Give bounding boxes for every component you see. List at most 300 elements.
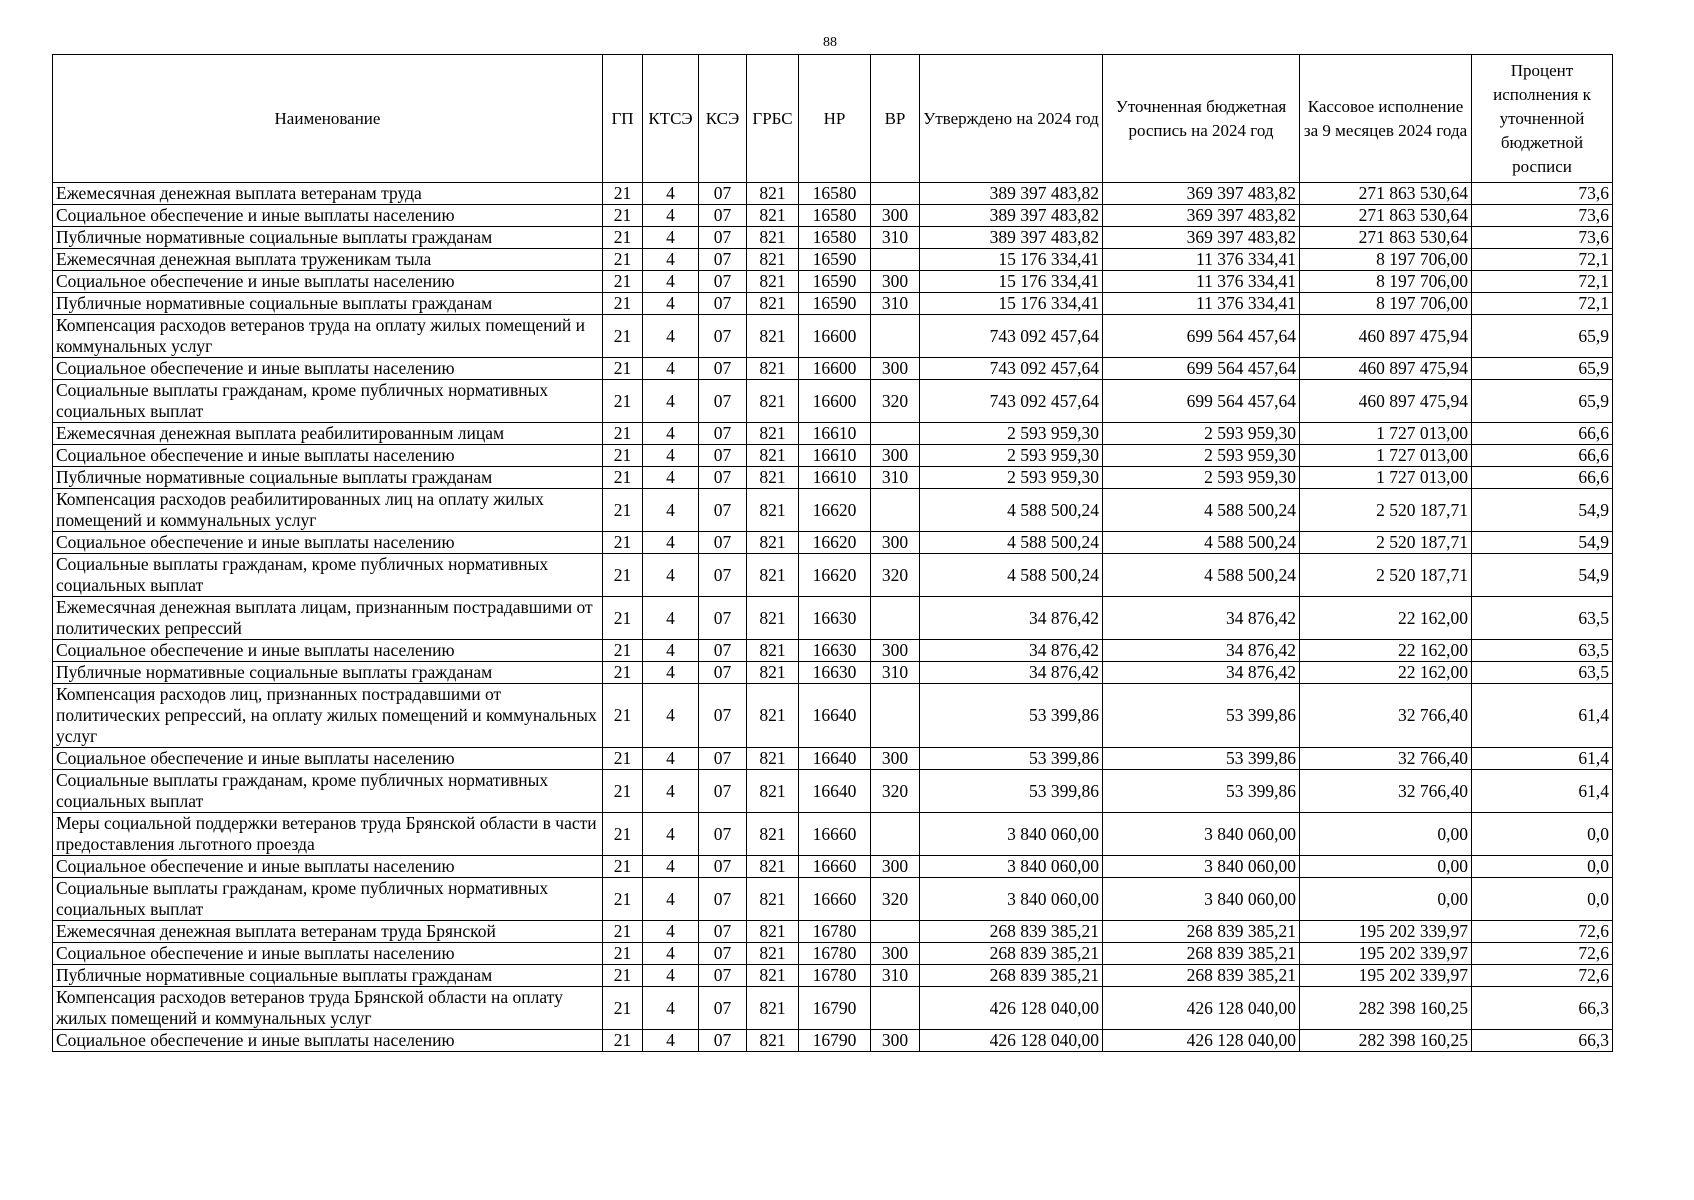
cell-gp: 21 (603, 249, 643, 271)
table-row (53, 1030, 1613, 1052)
table-row (53, 271, 1613, 293)
table-row (53, 770, 1613, 813)
cell-grbs: 821 (747, 748, 799, 770)
cell-cash: 460 897 475,94 (1300, 380, 1472, 423)
cell-vr: 300 (871, 1030, 920, 1052)
table-row (53, 293, 1613, 315)
table-header-row (53, 55, 1613, 183)
cell-ktse: 4 (643, 1030, 699, 1052)
cell-approved: 3 840 060,00 (920, 856, 1103, 878)
cell-percent: 66,3 (1472, 1030, 1613, 1052)
cell-gp: 21 (603, 423, 643, 445)
cell-nr: 16630 (799, 597, 871, 640)
cell-percent: 65,9 (1472, 315, 1613, 358)
cell-cash: 195 202 339,97 (1300, 921, 1472, 943)
cell-cash: 32 766,40 (1300, 748, 1472, 770)
cell-cash: 195 202 339,97 (1300, 943, 1472, 965)
cell-kse: 07 (699, 770, 747, 813)
cell-cash: 8 197 706,00 (1300, 249, 1472, 271)
cell-gp: 21 (603, 921, 643, 943)
table-row (53, 554, 1613, 597)
cell-kse: 07 (699, 1030, 747, 1052)
cell-cash: 32 766,40 (1300, 770, 1472, 813)
cell-nr: 16610 (799, 445, 871, 467)
cell-ktse: 4 (643, 489, 699, 532)
cell-cash: 2 520 187,71 (1300, 489, 1472, 532)
cell-refined: 2 593 959,30 (1103, 467, 1300, 489)
cell-gp: 21 (603, 380, 643, 423)
cell-gp: 21 (603, 987, 643, 1030)
cell-ktse: 4 (643, 554, 699, 597)
cell-ktse: 4 (643, 597, 699, 640)
cell-kse: 07 (699, 315, 747, 358)
cell-cash: 8 197 706,00 (1300, 293, 1472, 315)
cell-grbs: 821 (747, 662, 799, 684)
cell-kse: 07 (699, 249, 747, 271)
cell-percent: 66,6 (1472, 423, 1613, 445)
cell-refined: 4 588 500,24 (1103, 489, 1300, 532)
cell-nr: 16780 (799, 943, 871, 965)
cell-grbs: 821 (747, 987, 799, 1030)
cell-kse: 07 (699, 227, 747, 249)
cell-percent: 72,1 (1472, 249, 1613, 271)
cell-gp: 21 (603, 489, 643, 532)
cell-percent: 72,6 (1472, 965, 1613, 987)
cell-kse: 07 (699, 467, 747, 489)
cell-name: Ежемесячная денежная выплата ветеранам труда Брянской (53, 921, 603, 943)
cell-grbs: 821 (747, 856, 799, 878)
cell-approved: 743 092 457,64 (920, 380, 1103, 423)
cell-vr (871, 684, 920, 748)
cell-grbs: 821 (747, 1030, 799, 1052)
table-row (53, 662, 1613, 684)
cell-kse: 07 (699, 293, 747, 315)
cell-percent: 66,3 (1472, 987, 1613, 1030)
cell-vr: 300 (871, 532, 920, 554)
cell-vr (871, 813, 920, 856)
cell-name: Компенсация расходов реабилитированных лиц на оплату жилых помещений и коммунальных услуг (53, 489, 603, 532)
cell-gp: 21 (603, 554, 643, 597)
cell-approved: 53 399,86 (920, 748, 1103, 770)
cell-refined: 268 839 385,21 (1103, 943, 1300, 965)
cell-refined: 34 876,42 (1103, 662, 1300, 684)
cell-vr (871, 249, 920, 271)
cell-refined: 11 376 334,41 (1103, 293, 1300, 315)
cell-approved: 389 397 483,82 (920, 183, 1103, 205)
cell-name: Публичные нормативные социальные выплаты гражданам (53, 227, 603, 249)
cell-refined: 11 376 334,41 (1103, 271, 1300, 293)
cell-refined: 3 840 060,00 (1103, 813, 1300, 856)
cell-percent: 65,9 (1472, 380, 1613, 423)
cell-grbs: 821 (747, 423, 799, 445)
table-row (53, 445, 1613, 467)
cell-approved: 53 399,86 (920, 684, 1103, 748)
cell-gp: 21 (603, 358, 643, 380)
cell-grbs: 821 (747, 358, 799, 380)
cell-ktse: 4 (643, 249, 699, 271)
cell-kse: 07 (699, 205, 747, 227)
cell-name: Ежемесячная денежная выплата лицам, признанным пострадавшими от политических репрессий (53, 597, 603, 640)
cell-vr (871, 489, 920, 532)
cell-approved: 34 876,42 (920, 640, 1103, 662)
cell-cash: 22 162,00 (1300, 662, 1472, 684)
cell-vr (871, 597, 920, 640)
cell-kse: 07 (699, 987, 747, 1030)
cell-grbs: 821 (747, 445, 799, 467)
cell-approved: 2 593 959,30 (920, 445, 1103, 467)
cell-refined: 369 397 483,82 (1103, 227, 1300, 249)
cell-cash: 460 897 475,94 (1300, 358, 1472, 380)
cell-ktse: 4 (643, 358, 699, 380)
cell-cash: 1 727 013,00 (1300, 467, 1472, 489)
cell-vr (871, 987, 920, 1030)
cell-ktse: 4 (643, 423, 699, 445)
cell-grbs: 821 (747, 227, 799, 249)
cell-ktse: 4 (643, 532, 699, 554)
cell-gp: 21 (603, 878, 643, 921)
cell-cash: 1 727 013,00 (1300, 445, 1472, 467)
cell-nr: 16660 (799, 856, 871, 878)
cell-refined: 34 876,42 (1103, 640, 1300, 662)
cell-vr: 320 (871, 770, 920, 813)
cell-ktse: 4 (643, 640, 699, 662)
cell-cash: 0,00 (1300, 878, 1472, 921)
cell-vr: 310 (871, 965, 920, 987)
cell-percent: 61,4 (1472, 770, 1613, 813)
cell-ktse: 4 (643, 271, 699, 293)
cell-vr: 300 (871, 748, 920, 770)
cell-nr: 16660 (799, 878, 871, 921)
cell-refined: 699 564 457,64 (1103, 315, 1300, 358)
cell-gp: 21 (603, 597, 643, 640)
cell-name: Ежемесячная денежная выплата ветеранам труда (53, 183, 603, 205)
cell-cash: 282 398 160,25 (1300, 1030, 1472, 1052)
cell-gp: 21 (603, 271, 643, 293)
cell-percent: 72,6 (1472, 943, 1613, 965)
cell-name: Публичные нормативные социальные выплаты гражданам (53, 662, 603, 684)
cell-ktse: 4 (643, 293, 699, 315)
cell-name: Социальное обеспечение и иные выплаты населению (53, 640, 603, 662)
table-row (53, 640, 1613, 662)
cell-name: Компенсация расходов лиц, признанных пострадавшими от политических репрессий, на оплату жилых помещений и коммунальных услуг (53, 684, 603, 748)
cell-grbs: 821 (747, 380, 799, 423)
header-kse: КСЭ (699, 55, 747, 183)
cell-vr: 310 (871, 662, 920, 684)
cell-cash: 0,00 (1300, 813, 1472, 856)
cell-nr: 16600 (799, 358, 871, 380)
cell-gp: 21 (603, 662, 643, 684)
cell-gp: 21 (603, 532, 643, 554)
cell-gp: 21 (603, 748, 643, 770)
cell-refined: 53 399,86 (1103, 684, 1300, 748)
cell-vr (871, 423, 920, 445)
cell-vr: 320 (871, 878, 920, 921)
cell-percent: 63,5 (1472, 640, 1613, 662)
table-row (53, 987, 1613, 1030)
cell-cash: 22 162,00 (1300, 597, 1472, 640)
table-row (53, 684, 1613, 748)
cell-refined: 53 399,86 (1103, 770, 1300, 813)
cell-nr: 16610 (799, 423, 871, 445)
cell-name: Социальные выплаты гражданам, кроме публичных нормативных социальных выплат (53, 380, 603, 423)
cell-gp: 21 (603, 205, 643, 227)
cell-approved: 268 839 385,21 (920, 921, 1103, 943)
cell-percent: 0,0 (1472, 856, 1613, 878)
cell-grbs: 821 (747, 293, 799, 315)
header-grbs: ГРБС (747, 55, 799, 183)
header-nr: НР (799, 55, 871, 183)
cell-name: Компенсация расходов ветеранов труда на оплату жилых помещений и коммунальных услуг (53, 315, 603, 358)
cell-kse: 07 (699, 813, 747, 856)
cell-kse: 07 (699, 532, 747, 554)
cell-approved: 4 588 500,24 (920, 532, 1103, 554)
cell-cash: 8 197 706,00 (1300, 271, 1472, 293)
cell-refined: 268 839 385,21 (1103, 965, 1300, 987)
cell-cash: 271 863 530,64 (1300, 205, 1472, 227)
cell-percent: 61,4 (1472, 684, 1613, 748)
cell-name: Социальное обеспечение и иные выплаты населению (53, 271, 603, 293)
cell-ktse: 4 (643, 662, 699, 684)
cell-refined: 2 593 959,30 (1103, 423, 1300, 445)
cell-percent: 73,6 (1472, 183, 1613, 205)
cell-approved: 3 840 060,00 (920, 878, 1103, 921)
cell-percent: 63,5 (1472, 597, 1613, 640)
cell-percent: 66,6 (1472, 445, 1613, 467)
cell-refined: 369 397 483,82 (1103, 183, 1300, 205)
cell-percent: 66,6 (1472, 467, 1613, 489)
table-row (53, 358, 1613, 380)
cell-gp: 21 (603, 445, 643, 467)
cell-refined: 268 839 385,21 (1103, 921, 1300, 943)
table-row (53, 921, 1613, 943)
cell-ktse: 4 (643, 183, 699, 205)
cell-kse: 07 (699, 748, 747, 770)
budget-table (52, 54, 1613, 1052)
cell-gp: 21 (603, 856, 643, 878)
table-row (53, 748, 1613, 770)
cell-grbs: 821 (747, 532, 799, 554)
table-row (53, 380, 1613, 423)
cell-gp: 21 (603, 770, 643, 813)
header-refined: Уточненная бюджетная роспись на 2024 год (1103, 55, 1300, 183)
cell-approved: 268 839 385,21 (920, 943, 1103, 965)
cell-kse: 07 (699, 380, 747, 423)
cell-approved: 426 128 040,00 (920, 1030, 1103, 1052)
cell-vr: 300 (871, 445, 920, 467)
cell-approved: 268 839 385,21 (920, 965, 1103, 987)
cell-approved: 3 840 060,00 (920, 813, 1103, 856)
cell-vr: 300 (871, 358, 920, 380)
table-row (53, 532, 1613, 554)
cell-gp: 21 (603, 640, 643, 662)
table-row (53, 227, 1613, 249)
cell-vr: 320 (871, 380, 920, 423)
cell-grbs: 821 (747, 921, 799, 943)
cell-cash: 271 863 530,64 (1300, 183, 1472, 205)
cell-kse: 07 (699, 489, 747, 532)
cell-refined: 11 376 334,41 (1103, 249, 1300, 271)
cell-vr: 300 (871, 943, 920, 965)
cell-gp: 21 (603, 315, 643, 358)
table-row (53, 965, 1613, 987)
cell-name: Публичные нормативные социальные выплаты гражданам (53, 965, 603, 987)
cell-refined: 53 399,86 (1103, 748, 1300, 770)
cell-gp: 21 (603, 1030, 643, 1052)
cell-percent: 73,6 (1472, 227, 1613, 249)
cell-grbs: 821 (747, 249, 799, 271)
cell-name: Публичные нормативные социальные выплаты гражданам (53, 467, 603, 489)
cell-name: Социальное обеспечение и иные выплаты населению (53, 532, 603, 554)
cell-kse: 07 (699, 358, 747, 380)
cell-grbs: 821 (747, 315, 799, 358)
cell-vr: 310 (871, 467, 920, 489)
cell-gp: 21 (603, 943, 643, 965)
cell-nr: 16640 (799, 684, 871, 748)
cell-ktse: 4 (643, 813, 699, 856)
cell-kse: 07 (699, 856, 747, 878)
cell-ktse: 4 (643, 878, 699, 921)
cell-nr: 16620 (799, 489, 871, 532)
cell-percent: 72,1 (1472, 271, 1613, 293)
cell-ktse: 4 (643, 467, 699, 489)
cell-percent: 54,9 (1472, 489, 1613, 532)
cell-cash: 282 398 160,25 (1300, 987, 1472, 1030)
cell-nr: 16780 (799, 965, 871, 987)
table-row (53, 489, 1613, 532)
cell-approved: 743 092 457,64 (920, 358, 1103, 380)
cell-approved: 426 128 040,00 (920, 987, 1103, 1030)
table-row (53, 467, 1613, 489)
cell-vr: 320 (871, 554, 920, 597)
cell-name: Социальное обеспечение и иные выплаты населению (53, 358, 603, 380)
cell-gp: 21 (603, 183, 643, 205)
cell-vr: 300 (871, 856, 920, 878)
cell-kse: 07 (699, 965, 747, 987)
table-row (53, 249, 1613, 271)
cell-gp: 21 (603, 467, 643, 489)
cell-name: Социальное обеспечение и иные выплаты населению (53, 205, 603, 227)
cell-nr: 16610 (799, 467, 871, 489)
cell-kse: 07 (699, 445, 747, 467)
cell-name: Меры социальной поддержки ветеранов труда Брянской области в части предоставления льготного проезда (53, 813, 603, 856)
cell-gp: 21 (603, 227, 643, 249)
cell-cash: 460 897 475,94 (1300, 315, 1472, 358)
cell-cash: 32 766,40 (1300, 684, 1472, 748)
cell-kse: 07 (699, 271, 747, 293)
cell-refined: 34 876,42 (1103, 597, 1300, 640)
cell-grbs: 821 (747, 943, 799, 965)
cell-approved: 389 397 483,82 (920, 205, 1103, 227)
cell-percent: 54,9 (1472, 532, 1613, 554)
cell-refined: 2 593 959,30 (1103, 445, 1300, 467)
cell-grbs: 821 (747, 489, 799, 532)
cell-grbs: 821 (747, 878, 799, 921)
header-percent: Процент исполнения к уточненной бюджетной росписи (1472, 55, 1613, 183)
cell-gp: 21 (603, 965, 643, 987)
cell-ktse: 4 (643, 856, 699, 878)
cell-refined: 699 564 457,64 (1103, 380, 1300, 423)
cell-nr: 16580 (799, 205, 871, 227)
cell-nr: 16620 (799, 532, 871, 554)
cell-name: Социальные выплаты гражданам, кроме публичных нормативных социальных выплат (53, 770, 603, 813)
cell-ktse: 4 (643, 770, 699, 813)
cell-grbs: 821 (747, 813, 799, 856)
table-row (53, 205, 1613, 227)
cell-cash: 2 520 187,71 (1300, 554, 1472, 597)
cell-nr: 16780 (799, 921, 871, 943)
cell-ktse: 4 (643, 921, 699, 943)
cell-kse: 07 (699, 684, 747, 748)
cell-gp: 21 (603, 684, 643, 748)
cell-percent: 0,0 (1472, 813, 1613, 856)
table-row (53, 183, 1613, 205)
cell-vr (871, 315, 920, 358)
cell-nr: 16580 (799, 227, 871, 249)
cell-nr: 16580 (799, 183, 871, 205)
table-row (53, 878, 1613, 921)
cell-refined: 369 397 483,82 (1103, 205, 1300, 227)
cell-ktse: 4 (643, 315, 699, 358)
cell-name: Социальное обеспечение и иные выплаты населению (53, 943, 603, 965)
cell-approved: 743 092 457,64 (920, 315, 1103, 358)
cell-vr: 310 (871, 227, 920, 249)
cell-percent: 61,4 (1472, 748, 1613, 770)
cell-nr: 16600 (799, 315, 871, 358)
cell-kse: 07 (699, 640, 747, 662)
cell-approved: 2 593 959,30 (920, 423, 1103, 445)
cell-refined: 4 588 500,24 (1103, 554, 1300, 597)
cell-approved: 4 588 500,24 (920, 489, 1103, 532)
cell-ktse: 4 (643, 987, 699, 1030)
cell-name: Социальные выплаты гражданам, кроме публичных нормативных социальных выплат (53, 878, 603, 921)
cell-refined: 426 128 040,00 (1103, 987, 1300, 1030)
cell-percent: 73,6 (1472, 205, 1613, 227)
cell-grbs: 821 (747, 684, 799, 748)
cell-cash: 1 727 013,00 (1300, 423, 1472, 445)
table-row (53, 315, 1613, 358)
cell-cash: 0,00 (1300, 856, 1472, 878)
cell-approved: 15 176 334,41 (920, 271, 1103, 293)
cell-grbs: 821 (747, 183, 799, 205)
cell-refined: 3 840 060,00 (1103, 878, 1300, 921)
cell-percent: 72,6 (1472, 921, 1613, 943)
cell-vr: 300 (871, 640, 920, 662)
cell-vr: 310 (871, 293, 920, 315)
cell-percent: 72,1 (1472, 293, 1613, 315)
cell-kse: 07 (699, 423, 747, 445)
header-approved: Утверждено на 2024 год (920, 55, 1103, 183)
cell-ktse: 4 (643, 205, 699, 227)
table-row (53, 423, 1613, 445)
cell-grbs: 821 (747, 467, 799, 489)
cell-nr: 16590 (799, 271, 871, 293)
cell-name: Публичные нормативные социальные выплаты гражданам (53, 293, 603, 315)
cell-cash: 2 520 187,71 (1300, 532, 1472, 554)
cell-kse: 07 (699, 183, 747, 205)
cell-approved: 15 176 334,41 (920, 249, 1103, 271)
cell-approved: 53 399,86 (920, 770, 1103, 813)
header-cash: Кассовое исполнение за 9 месяцев 2024 года (1300, 55, 1472, 183)
cell-percent: 54,9 (1472, 554, 1613, 597)
cell-refined: 4 588 500,24 (1103, 532, 1300, 554)
cell-name: Социальные выплаты гражданам, кроме публичных нормативных социальных выплат (53, 554, 603, 597)
cell-kse: 07 (699, 921, 747, 943)
cell-refined: 699 564 457,64 (1103, 358, 1300, 380)
header-vr: ВР (871, 55, 920, 183)
cell-gp: 21 (603, 813, 643, 856)
cell-grbs: 821 (747, 640, 799, 662)
cell-ktse: 4 (643, 684, 699, 748)
